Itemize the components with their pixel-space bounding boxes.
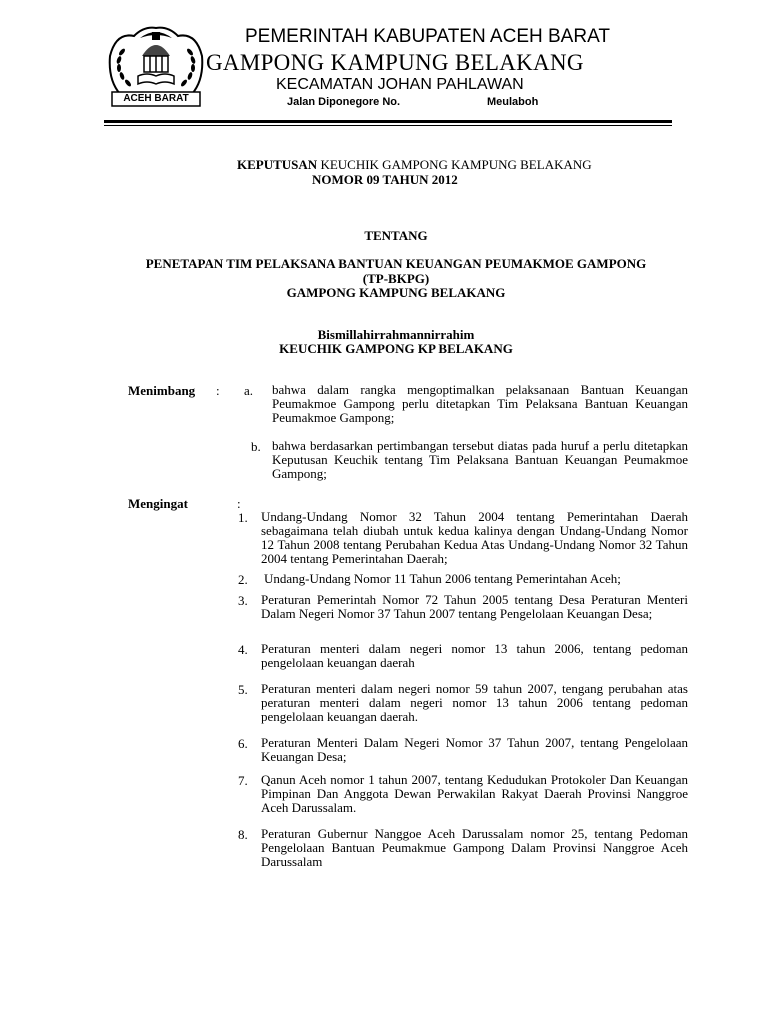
subject-line-3: GAMPONG KAMPUNG BELAKANG (286, 285, 506, 300)
mengingat-marker: 5. (238, 682, 248, 697)
menimbang-label: Menimbang (128, 383, 196, 398)
mengingat-marker: 6. (238, 736, 248, 751)
decree-heading (237, 157, 592, 173)
menimbang-marker: b. (251, 439, 261, 454)
mengingat-item: Peraturan menteri dalam negeri nomor 13 tahun 2006, tentang pedoman pengelolaan keuangan daerah (261, 641, 688, 670)
mengingat-marker: 4. (238, 642, 248, 657)
aceh-barat-emblem (104, 22, 208, 108)
decree-number: NOMOR 09 TAHUN 2012 (312, 172, 458, 187)
decree-issuer: KEUCHIK GAMPONG KAMPUNG BELAKANG (320, 157, 592, 172)
letterhead-gampong: GAMPONG KAMPUNG BELAKANG (206, 50, 584, 75)
menimbang-colon: : (216, 383, 220, 398)
decree-keyword: KEPUTUSAN (237, 157, 318, 172)
menimbang-marker: a. (244, 383, 254, 398)
mengingat-item: Undang-Undang Nomor 32 Tahun 2004 tentang Pemerintahan Daerah sebagaimana telah diubah untuk kedua kalinya dengan Undang-Undang Nomor 12 Tahun 2008 tentang Perubahan Kedua Atas Undang-Undang Nomor 32 Tahun 2004 tentang Pemerintahan Daerah; (261, 509, 688, 566)
mengingat-item: Peraturan menteri dalam negeri nomor 59 tahun 2007, tengang perubahan atas peraturan menteri dalam negeri nomor 13 tahun 2006 tentang pedoman pengelolaan keuangan daerah. (261, 681, 688, 724)
basmalah: Bismillahirrahmannirrahim (317, 327, 475, 342)
mengingat-marker: 1. (238, 510, 248, 525)
mengingat-label: Mengingat (128, 496, 188, 511)
mengingat-item: Qanun Aceh nomor 1 tahun 2007, tentang Kedudukan Protokoler Dan Keuangan Pimpinan Dan Anggota Dewan Perwakilan Rakyat Daerah Provinsi Nanggroe Aceh Darussalam. (261, 772, 688, 815)
mengingat-marker: 8. (238, 827, 248, 842)
mengingat-marker: 3. (238, 593, 248, 608)
about-heading: TENTANG (364, 228, 428, 243)
letterhead-address: Jalan Diponegore No. (287, 96, 401, 108)
emblem-caption: ACEH BARAT (123, 93, 189, 104)
letterhead-kecamatan: KECAMATAN JOHAN PAHLAWAN (276, 76, 524, 93)
authority-heading: KEUCHIK GAMPONG KP BELAKANG (279, 341, 513, 356)
letterhead-government: PEMERINTAH KABUPATEN ACEH BARAT (245, 26, 610, 47)
letterhead-rule-thick (104, 120, 672, 123)
letterhead-city: Meulaboh (487, 96, 539, 108)
mengingat-item: Peraturan Pemerintah Nomor 72 Tahun 2005 tentang Desa Peraturan Menteri Dalam Negeri Nomor 37 Tahun 2007 tentang Pengelolaan Keuangan Desa; (261, 592, 688, 621)
letterhead-rule-thin (104, 125, 672, 126)
mengingat-marker: 2. (238, 572, 248, 587)
menimbang-item: bahwa berdasarkan pertimbangan tersebut diatas pada huruf a perlu ditetapkan Keputusan Keuchik tentang Tim Pelaksana Bantuan Keuangan Peumakmoe Gampong; (272, 438, 688, 481)
mengingat-colon: : (237, 496, 241, 511)
menimbang-item: bahwa dalam rangka mengoptimalkan pelaksanaan Bantuan Keuangan Peumakmoe Gampong perlu ditetapkan Tim Pelaksana Bantuan Keuangan Peumakmoe Gampong; (272, 382, 688, 425)
subject-line-1: PENETAPAN TIM PELAKSANA BANTUAN KEUANGAN PEUMAKMOE GAMPONG (145, 256, 647, 271)
mengingat-item: Undang-Undang Nomor 11 Tahun 2006 tentang Pemerintahan Aceh; (264, 571, 621, 586)
mengingat-item: Peraturan Menteri Dalam Negeri Nomor 37 Tahun 2007, tentang Pengelolaan Keuangan Desa; (261, 735, 688, 764)
subject-line-2: (TP-BKPG) (362, 271, 430, 286)
mengingat-item: Peraturan Gubernur Nanggoe Aceh Darussalam nomor 25, tentang Pedoman Pengelolaan Bantuan Peumakmue Gampong Dalam Provinsi Nanggroe Aceh Darussalam (261, 826, 688, 869)
mengingat-marker: 7. (238, 773, 248, 788)
